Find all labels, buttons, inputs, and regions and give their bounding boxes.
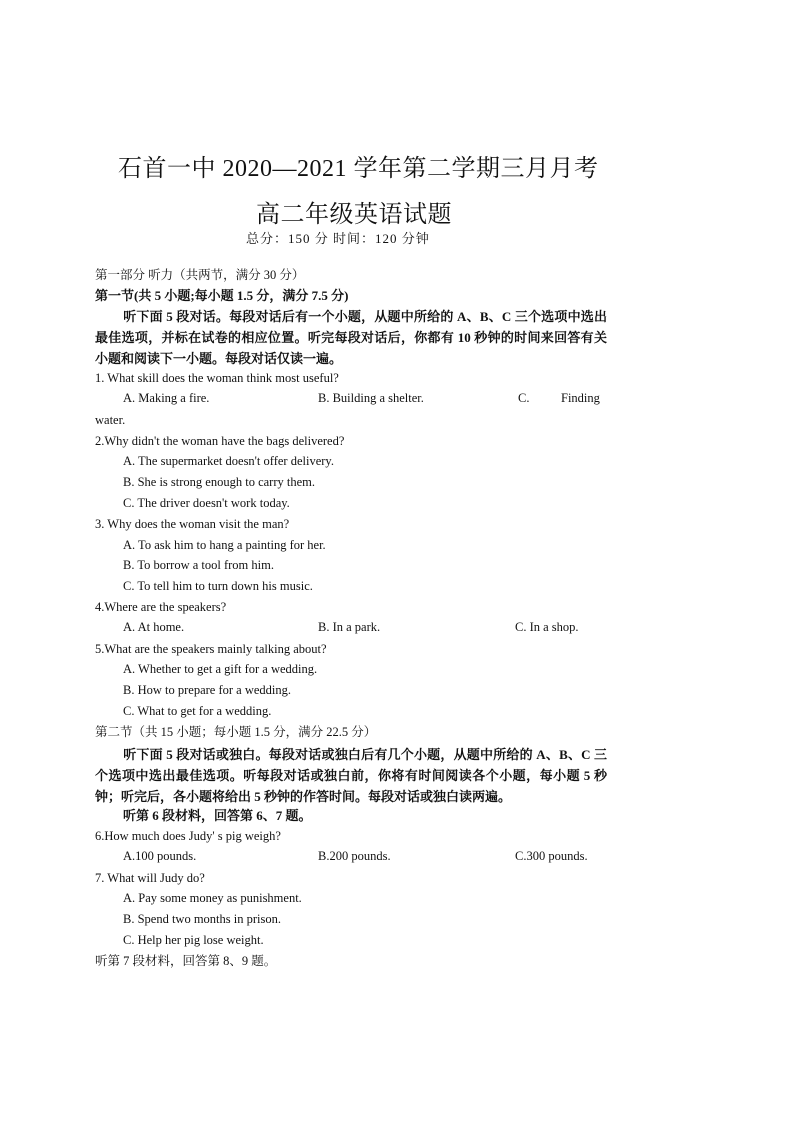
part1-heading: 第一部分 听力（共两节，满分 30 分） (95, 268, 305, 282)
option-b: B. To borrow a tool from him. (123, 558, 274, 572)
option-a: A. To ask him to hang a painting for her. (123, 538, 326, 552)
option-b: B. Building a shelter. (318, 391, 424, 405)
option-c-continued: water. (95, 413, 126, 427)
option-a: A. Pay some money as punishment. (123, 891, 302, 905)
question-3: 3. Why does the woman visit the man? (95, 517, 290, 531)
option-c: C.300 pounds. (515, 849, 588, 863)
option-a: A. The supermarket doesn't offer delivery. (123, 454, 334, 468)
question-4: 4.Where are the speakers? (95, 600, 227, 614)
option-c: C. (518, 391, 530, 405)
option-a: A.100 pounds. (123, 849, 197, 863)
exam-meta: 总分：150 分 时间：120 分钟 (246, 231, 430, 246)
option-b: B.200 pounds. (318, 849, 391, 863)
option-c-text: Finding (561, 391, 600, 405)
question-2: 2.Why didn't the woman have the bags delivered? (95, 434, 345, 448)
section2-heading: 第二节（共 15 小题；每小题 1.5 分，满分 22.5 分） (95, 725, 377, 739)
option-c: C. To tell him to turn down his music. (123, 579, 313, 593)
option-b: B. In a park. (318, 620, 381, 634)
option-c: C. The driver doesn't work today. (123, 496, 290, 510)
question-1: 1. What skill does the woman think most useful? (95, 371, 339, 385)
option-b: B. How to prepare for a wedding. (123, 683, 292, 697)
material-7-heading: 听第 7 段材料，回答第 8、9 题。 (95, 954, 277, 968)
question-6-options (123, 849, 604, 866)
question-7: 7. What will Judy do? (95, 871, 205, 885)
option-c: C. Help her pig lose weight. (123, 933, 264, 947)
option-a: A. Making a fire. (123, 391, 210, 405)
question-5: 5.What are the speakers mainly talking about? (95, 642, 327, 656)
option-a: A. At home. (123, 620, 185, 634)
section1-heading: 第一节(共 5 小题;每小题 1.5 分，满分 7.5 分) (95, 288, 349, 303)
question-4-options (123, 620, 604, 637)
section2-instructions: 听下面 5 段对话或独白。每段对话或独白后有几个小题，从题中所给的 A、B、C 三个选项中选出最佳选项。听每段对话或独白前，你将有时间阅读各个小题，每小题 5 秒钟；听完后，各小题将给出 5 秒钟的作答时间。每段对话或独白读两遍。 (95, 747, 607, 804)
option-c: C. What to get for a wedding. (123, 704, 272, 718)
exam-subtitle: 高二年级英语试题 (256, 202, 452, 228)
exam-title: 石首一中 2020—2021 学年第二学期三月月考 (118, 156, 599, 182)
option-b: B. Spend two months in prison. (123, 912, 281, 926)
section1-instructions: 听下面 5 段对话。每段对话后有一个小题，从题中所给的 A、B、C 三个选项中选出最佳选项，并标在试卷的相应位置。听完每段对话后，你都有 10 秒钟的时间来回答有关小题和阅读下一小题。每段对话仅读一遍。 (95, 309, 607, 366)
question-6: 6.How much does Judy' s pig weigh? (95, 829, 281, 843)
question-1-options (123, 391, 604, 408)
material-6-heading: 听第 6 段材料，回答第 6、7 题。 (123, 808, 312, 823)
option-a: A. Whether to get a gift for a wedding. (123, 662, 318, 676)
option-c: C. In a shop. (515, 620, 579, 634)
option-b: B. She is strong enough to carry them. (123, 475, 315, 489)
